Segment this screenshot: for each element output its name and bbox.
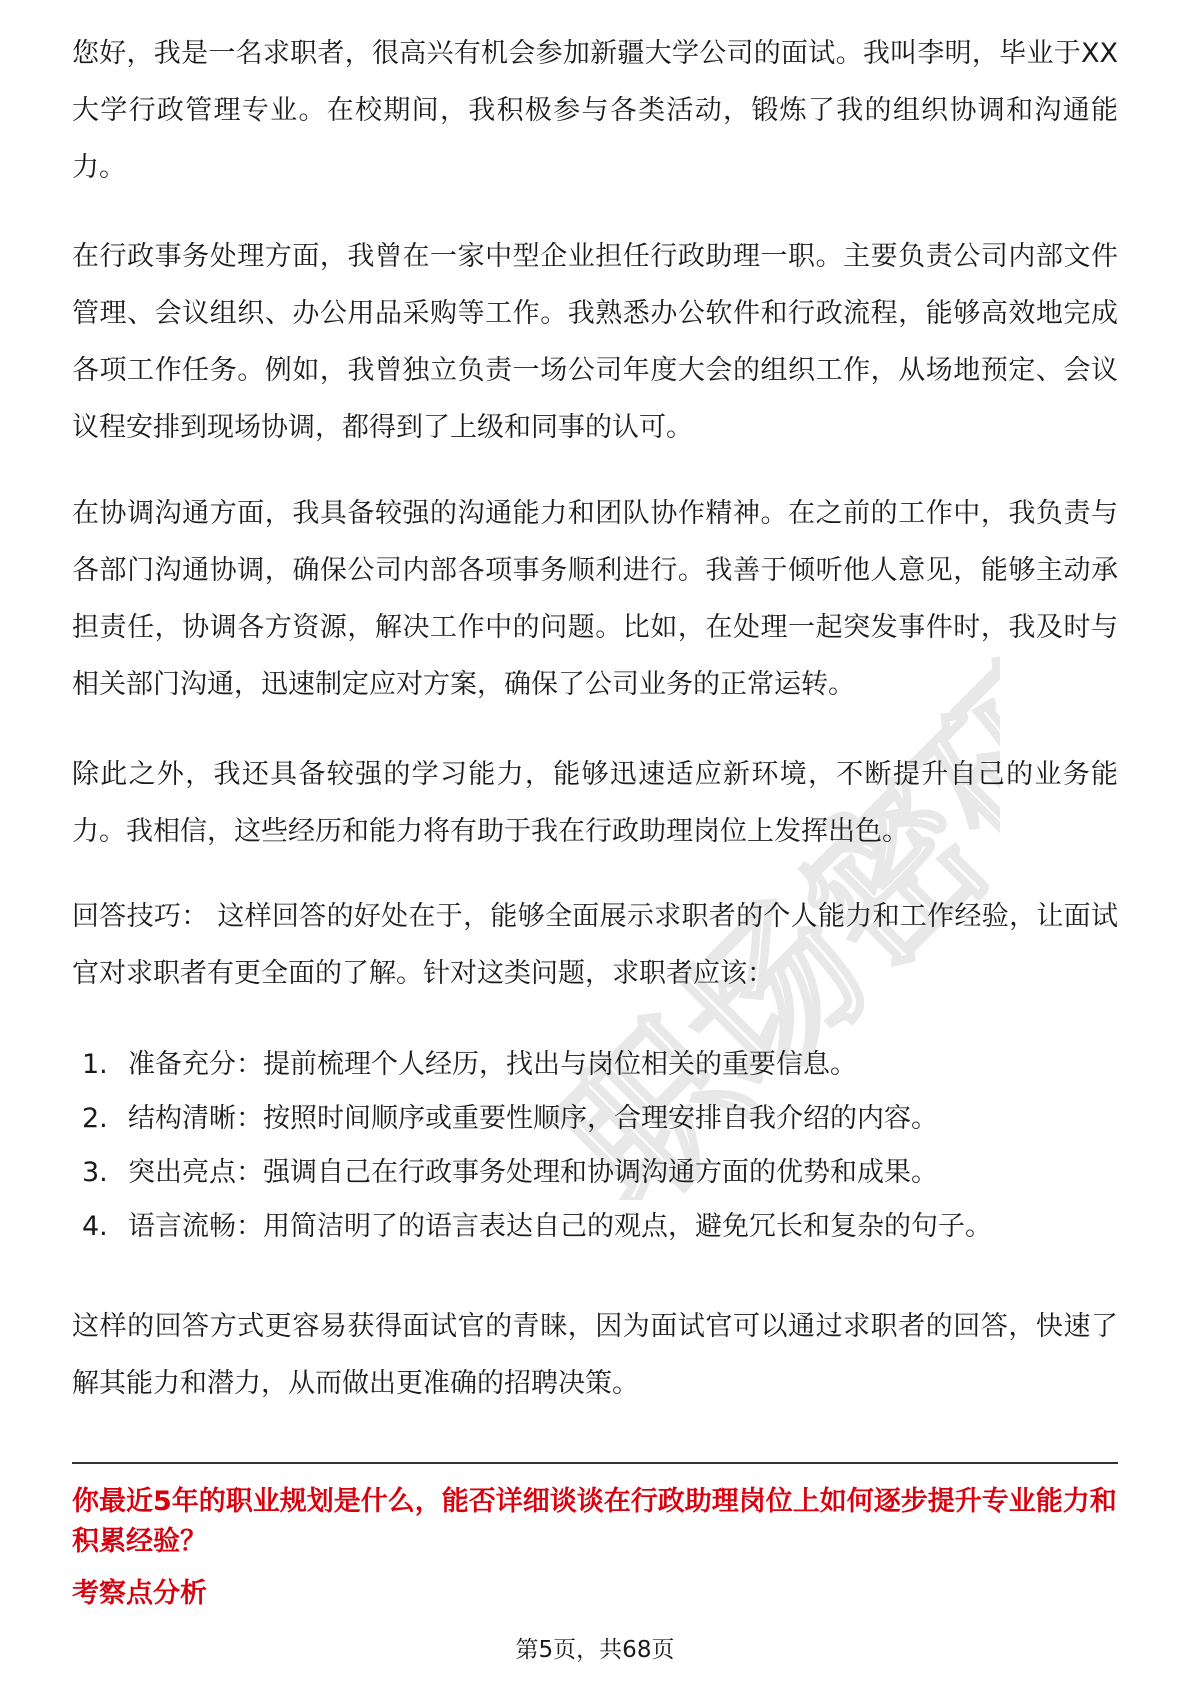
list-item-text: 语言流畅：用简洁明了的语言表达自己的观点，避免冗长和复杂的句子。 xyxy=(128,1211,992,1242)
list-item-number: 4. xyxy=(82,1211,108,1242)
watermark-text: 职场密码 xyxy=(524,625,1000,1200)
list-item-text: 准备充分：提前梳理个人经历，找出与岗位相关的重要信息。 xyxy=(128,1049,857,1080)
page-footer: 第5页，共68页 xyxy=(515,1637,675,1663)
paragraph-answer-tips: 回答技巧： 这样回答的好处在于，能够全面展示求职者的个人能力和工作经验，让面试官对求职者有更全面的了解。针对这类问题，求职者应该： xyxy=(72,901,1118,989)
analysis-subheading: 考察点分析 xyxy=(72,1578,207,1609)
tips-list xyxy=(82,1038,1112,1254)
list-item-number: 1. xyxy=(82,1049,108,1080)
list-item xyxy=(82,1200,1112,1254)
list-item-number: 3. xyxy=(82,1157,108,1188)
paragraph-communication: 在协调沟通方面，我具备较强的沟通能力和团队协作精神。在之前的工作中，我负责与各部门沟通协调，确保公司内部各项事务顺利进行。我善于倾听他人意见，能够主动承担责任，协调各方资源，解决工作中的问题。比如，在处理一起突发事件时，我及时与相关部门沟通，迅速制定应对方案，确保了公司业务的正常运转。 xyxy=(72,498,1118,700)
list-item xyxy=(82,1146,1112,1200)
list-item xyxy=(82,1092,1112,1146)
paragraph-closing: 这样的回答方式更容易获得面试官的青睐，因为面试官可以通过求职者的回答，快速了解其能力和潜力，从而做出更准确的招聘决策。 xyxy=(72,1311,1118,1399)
list-item-text: 结构清晰：按照时间顺序或重要性顺序，合理安排自我介绍的内容。 xyxy=(128,1103,938,1134)
list-item-text: 突出亮点：强调自己在行政事务处理和协调沟通方面的优势和成果。 xyxy=(128,1157,938,1188)
section-divider xyxy=(72,1462,1118,1464)
list-item xyxy=(82,1038,1112,1092)
paragraph-learning: 除此之外，我还具备较强的学习能力，能够迅速适应新环境，不断提升自己的业务能力。我相信，这些经历和能力将有助于我在行政助理岗位上发挥出色。 xyxy=(72,759,1118,847)
next-question-heading: 你最近5年的职业规划是什么，能否详细谈谈在行政助理岗位上如何逐步提升专业能力和积累经验？ xyxy=(72,1486,1117,1557)
paragraph-intro: 您好，我是一名求职者，很高兴有机会参加新疆大学公司的面试。我叫李明，毕业于XX大学行政管理专业。在校期间，我积极参与各类活动，锻炼了我的组织协调和沟通能力。 xyxy=(72,38,1118,183)
paragraph-admin-experience: 在行政事务处理方面，我曾在一家中型企业担任行政助理一职。主要负责公司内部文件管理、会议组织、办公用品采购等工作。我熟悉办公软件和行政流程，能够高效地完成各项工作任务。例如，我曾独立负责一场公司年度大会的组织工作，从场地预定、会议议程安排到现场协调，都得到了上级和同事的认可。 xyxy=(72,241,1118,443)
list-item-number: 2. xyxy=(82,1103,108,1134)
